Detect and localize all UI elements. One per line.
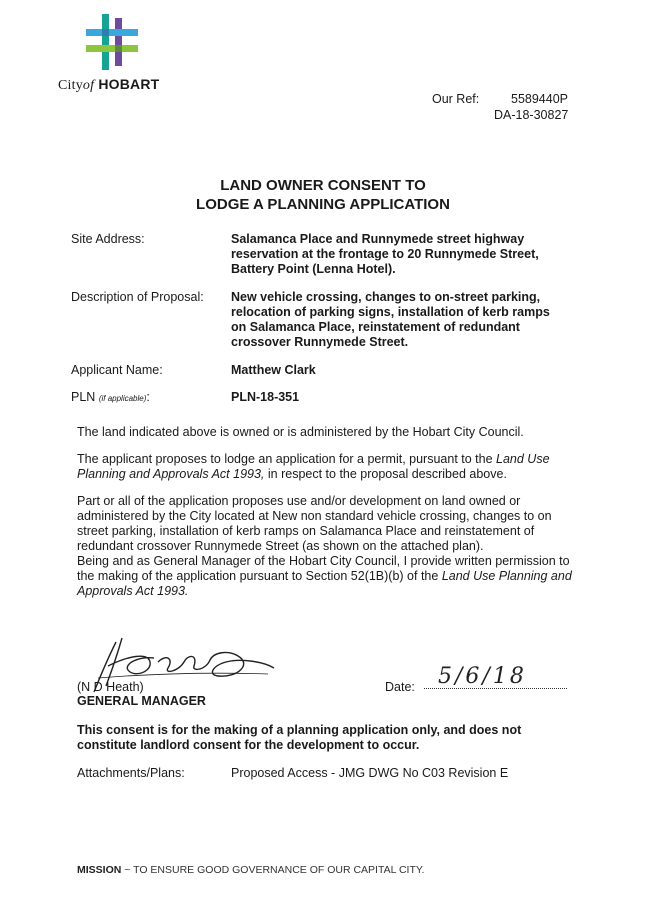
logo-bar-blue [86,29,138,36]
applicant-name-value: Matthew Clark [231,363,316,377]
signatory-name: (N D Heath) [77,680,144,694]
mission-statement: MISSION ~ TO ENSURE GOOD GOVERNANCE OF OUR CAPITAL CITY. [77,864,425,876]
logo-bar-green [86,45,138,52]
city-of-hobart-logo-icon [84,14,140,70]
document-title-line2: LODGE A PLANNING APPLICATION [196,196,450,213]
signatory-title: GENERAL MANAGER [77,694,206,708]
permission-paragraph: Part or all of the application proposes use and/or development on land owned or administered by the City located at New non standard vehicle crossing, changes to on street parking, installation of kerb ramps on Salamanca Place and reinstatement of redundant crossover Runnymede Street (as shown on the attached plan). Being and as General Manager of the Hobart City Council, I provide written permission to the making of the application pursuant to Section 52(1B)(b) of the Land Use Planning and Approvals Act 1993. [77,494,572,598]
pln-value: PLN-18-351 [231,390,300,404]
logo-bar-purple [115,18,122,66]
permit-paragraph: The applicant proposes to lodge an application for a permit, pursuant to the Land Use Planning and Approvals Act 1993, in respect to the proposal described above. [77,452,550,481]
our-ref-label: Our Ref: [432,92,480,106]
consent-notice: This consent is for the making of a planning application only, and does not constitute landlord consent for the development to occur. [77,723,522,752]
date-value: 5/6/18 [438,664,527,689]
logo-wordmark: Cityof HOBART [58,76,160,93]
pln-label: PLN (if applicable): [71,390,150,404]
site-address-label: Site Address: [71,232,145,246]
logo-bar-teal [102,14,109,70]
description-label: Description of Proposal: [71,290,204,304]
site-address-value: Salamanca Place and Runnymede street highway reservation at the frontage to 20 Runnymede Street, Battery Point (Lenna Hotel). [231,232,539,276]
applicant-name-label: Applicant Name: [71,363,163,377]
our-ref-number: 5589440P [511,92,569,106]
ownership-paragraph: The land indicated above is owned or is administered by the Hobart City Council. [77,425,524,439]
attachments-value: Proposed Access - JMG DWG No C03 Revision E [231,766,509,780]
attachments-label: Attachments/Plans: [77,766,185,780]
da-reference: DA-18-30827 [494,108,569,122]
document-title-line1: LAND OWNER CONSENT TO [220,177,426,194]
date-label: Date: [385,680,415,694]
description-value: New vehicle crossing, changes to on-street parking, relocation of parking signs, installation of kerb ramps on Salamanca Place, reinstatement of redundant crossover Runnymede Street. [231,290,550,349]
